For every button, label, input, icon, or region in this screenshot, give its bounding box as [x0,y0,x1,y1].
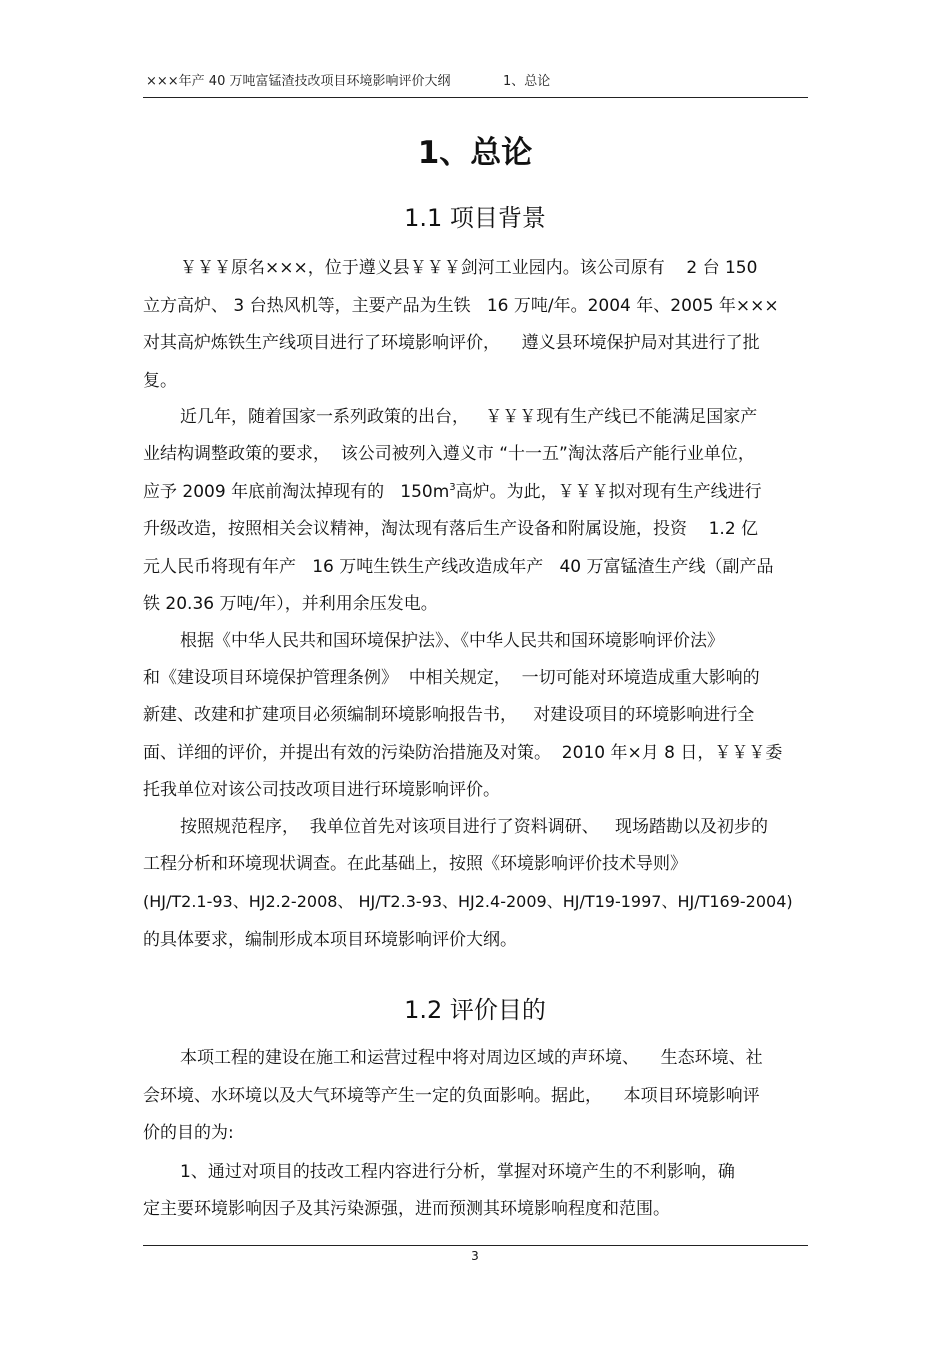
superscript: 3 [449,482,456,493]
footer-rule [143,1245,808,1246]
paragraph-line: 元人民币将现有年产 16 万吨生铁生产线改造成年产 40 万富锰渣生产线（副产品 [143,557,774,577]
paragraph-line: 本项工程的建设在施工和运营过程中将对周边区域的声环境、 生态环境、社 [180,1048,763,1068]
paragraph-line: 铁 20.36 万吨/年），并利用余压发电。 [143,594,438,614]
paragraph-line: 业结构调整政策的要求， 该公司被列入遵义市 “十一五”淘汰落后产能行业单位， [143,444,755,464]
paragraph-line: 1、通过对项目的技改工程内容进行分析，掌握对环境产生的不利影响，确 [180,1162,735,1182]
paragraph-line: ￥￥￥原名×××，位于遵义县￥￥￥剑河工业园内。该公司原有 2 台 150 [180,258,758,278]
paragraph-line: 按照规范程序， 我单位首先对该项目进行了资料调研、 现场踏勘以及初步的 [180,817,769,837]
chapter-title: 1、总论 [417,135,533,171]
paragraph-line: 根据《中华人民共和国环境保护法》、《中华人民共和国环境影响评价法》 [180,631,724,651]
paragraph-line: 的具体要求，编制形成本项目环境影响评价大纲。 [143,930,517,950]
page-number: 3 [471,1249,479,1263]
paragraph-line: 定主要环境影响因子及其污染源强，进而预测其环境影响程度和范围。 [143,1199,670,1219]
paragraph-line: 升级改造，按照相关会议精神，淘汰现有落后生产设备和附属设施，投资 1.2 亿 [143,519,759,539]
section-heading-1-1: 1.1 项目背景 [404,204,546,232]
paragraph-line: 复。 [143,371,177,391]
paragraph-line: 立方高炉、 3 台热风机等，主要产品为生铁 16 万吨/年。2004 年、2005 年××× [143,296,779,316]
paragraph-line: 新建、改建和扩建项目必须编制环境影响报告书， 对建设项目的环境影响进行全 [143,705,755,725]
running-header-title: ×××年产 40 万吨富锰渣技改项目环境影响评价大纲 [146,74,451,89]
paragraph-line: 托我单位对该公司技改项目进行环境影响评价。 [143,780,500,800]
text-run: 应予 2009 年底前淘汰掉现有的 150m [143,482,450,502]
paragraph-line: 工程分析和环境现状调查。在此基础上，按照《环境影响评价技术导则》 [143,854,687,874]
paragraph-line: 对其高炉炼铁生产线项目进行了环境影响评价， 遵义县环境保护局对其进行了批 [143,333,760,353]
paragraph-line-with-superscript [143,481,762,503]
paragraph-line: 近几年，随着国家一系列政策的出台， ￥￥￥现有生产线已不能满足国家产 [180,407,758,427]
header-rule [143,97,808,98]
text-run: 高炉。为此，￥￥￥拟对现有生产线进行 [455,482,762,502]
paragraph-line: 和《建设项目环境保护管理条例》 中相关规定， 一切可能对环境造成重大影响的 [143,668,760,688]
section-heading-1-2: 1.2 评价目的 [404,996,546,1024]
paragraph-line: 会环境、水环境以及大气环境等产生一定的负面影响。据此， 本项目环境影响评 [143,1086,760,1106]
paragraph-line: 面、详细的评价，并提出有效的污染防治措施及对策。 2010 年×月 8 日，￥￥￥委 [143,743,783,763]
paragraph-line: 价的目的为: [143,1123,234,1143]
paragraph-line: (HJ/T2.1-93、HJ2.2-2008、 HJ/T2.3-93、HJ2.4-2009、HJ/T19-1997、HJ/T169-2004) [143,892,793,911]
running-header-chapter: 1、总论 [503,74,551,89]
